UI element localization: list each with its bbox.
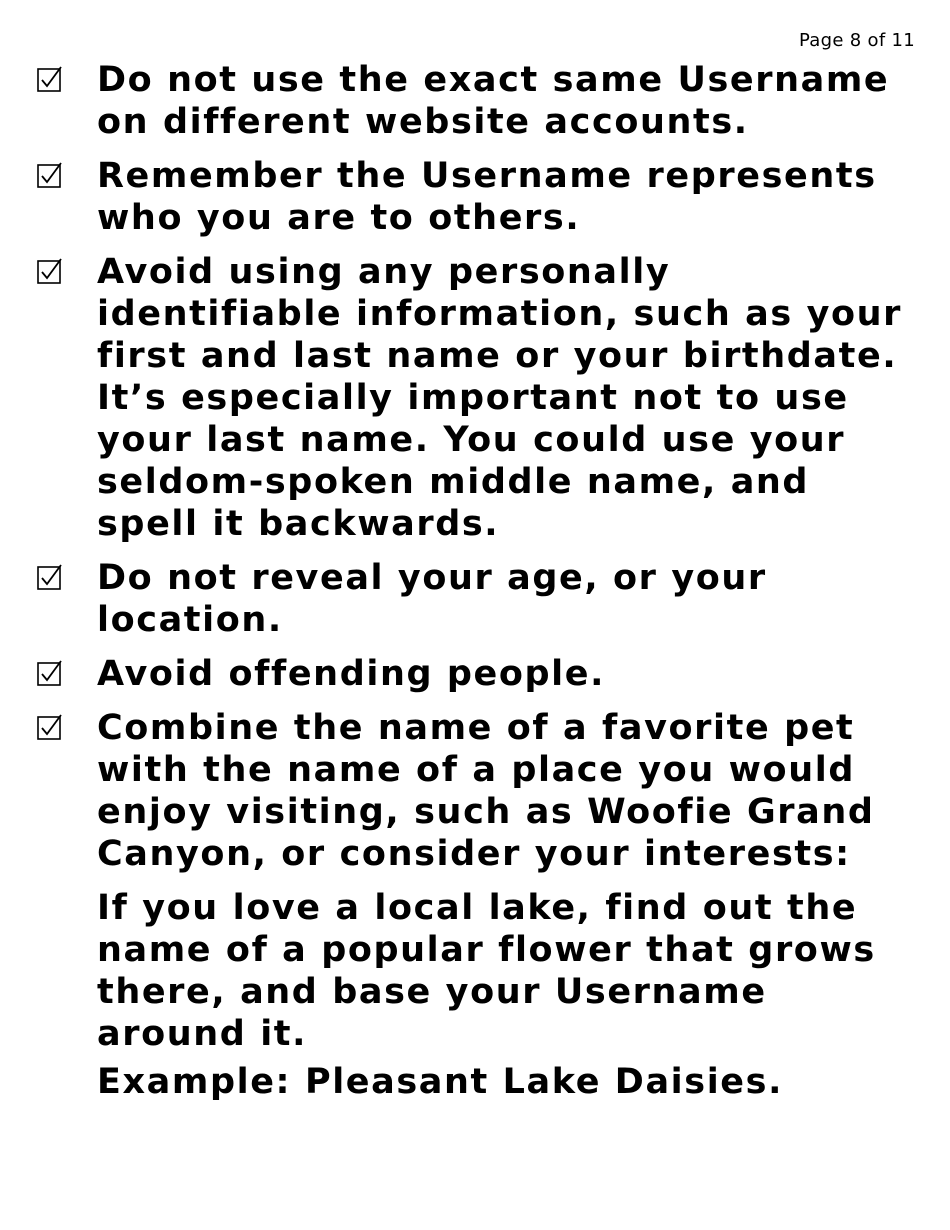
checkbox-checked-icon: [36, 65, 64, 93]
list-item-text: Avoid offending people.: [97, 654, 606, 694]
tips-list: [0, 59, 950, 1103]
checkbox-checked-icon: [36, 257, 64, 285]
list-item: [0, 251, 950, 545]
list-item: [0, 59, 950, 143]
list-item: [0, 707, 950, 875]
checkbox-checked-icon: [36, 563, 64, 591]
list-item: [0, 155, 950, 239]
list-item-text: Combine the name of a favorite pet with the name of a place you would enjoy visiting, such as Woofie Grand Canyon, or consider your interests:: [97, 708, 875, 874]
checkbox-checked-icon: [36, 713, 64, 741]
list-item-text: Remember the Username represents who you are to others.: [97, 156, 877, 238]
list-item-text: Do not use the exact same Username on different website accounts.: [97, 60, 890, 142]
list-item: [0, 557, 950, 641]
list-item: [0, 653, 950, 695]
checkbox-checked-icon: [36, 659, 64, 687]
page-number: Page 8 of 11: [798, 30, 915, 51]
followup-paragraph: If you love a local lake, find out the name of a popular flower that grows there, and base your Username around it.: [97, 888, 876, 1054]
list-item-text: Do not reveal your age, or your location.: [97, 558, 767, 640]
list-item-text: Avoid using any personally identifiable information, such as your first and last name or your birthdate. It’s especially important not to use your last name. You could use your seldom-spoken middle name, and spell it backwards.: [97, 252, 903, 544]
example-text: Example: Pleasant Lake Daisies.: [97, 1062, 783, 1102]
checkbox-checked-icon: [36, 161, 64, 189]
